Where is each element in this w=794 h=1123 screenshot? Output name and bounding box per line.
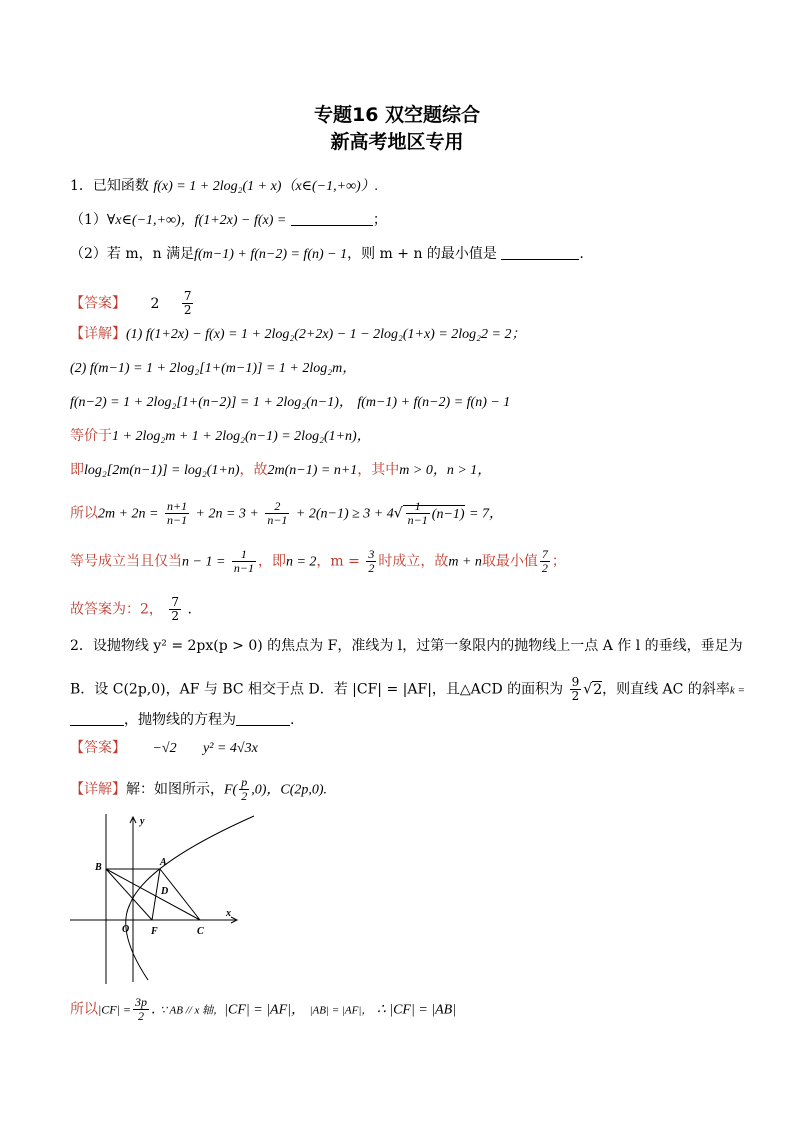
q1-detail-7-c: n = 2 (285, 554, 317, 570)
q1-detail-7-b: ，即 (257, 553, 286, 570)
q1-detail-7-pre: 等号成立当且仅当 (70, 553, 182, 570)
q1-detail-6-b: + 2n = 3 + (195, 506, 259, 522)
q1-part2-blank (501, 245, 579, 260)
q1-detail-6-frac2: $\frac{2}{n-1}$ (267, 499, 288, 527)
q1-part2-end: . (579, 246, 584, 262)
q2-answer-2: y² = 4√3x (203, 741, 258, 756)
q1-detail-8-pre: 故答案为： (70, 601, 140, 618)
q1-detail-2 (70, 358, 356, 379)
q2-line-2: B．设 C(2p,0)，AF 与 BC 相交于点 D．若 |CF| = |AF|，且△ACD 的面积为 $\frac{9}{2}$ √2，则直线 AC 的斜率k = (70, 675, 745, 703)
q2-line-2-frac: $\frac{9}{2}$ (571, 675, 580, 703)
q1-answer (70, 290, 195, 317)
segment-BF (106, 869, 152, 920)
q2-detail-1-F-end: ,0)， (251, 782, 281, 798)
label-D: D (161, 886, 169, 897)
label-A: A (160, 857, 167, 868)
q2-detail-2-c: ∵ AB // x 轴， (159, 1004, 225, 1017)
parabola-figure (68, 812, 258, 984)
q1-part1-blank (291, 211, 373, 226)
q2-detail-2-frac: $\frac{3p}{2}$ (135, 995, 148, 1023)
q1-detail-7-f: m + n (448, 554, 482, 570)
q1-detail-5-formula2: 2m(n−1) = n+1 (267, 463, 358, 478)
q2-line-3 (70, 710, 294, 730)
q1-stem-prefix: 已知函数 (92, 178, 149, 194)
q1-part2-label: （2）若 m，n 满足 (70, 246, 195, 262)
q1-detail-5-pre: 即 (70, 462, 84, 478)
q1-detail-7 (70, 548, 566, 575)
q2-detail-1 (70, 776, 327, 803)
q1-detail-8 (70, 596, 192, 623)
parabola-curve (126, 816, 254, 980)
q1-detail-tag: 【详解】 (70, 326, 126, 342)
q1-detail-7-frac1: $\frac{1}{n-1}$ (233, 547, 254, 575)
label-C: C (197, 926, 204, 937)
q2-detail-2-pre: 所以 (70, 1001, 98, 1018)
q2-line-1-text: 设抛物线 y² = 2px(p > 0) 的焦点为 F，准线为 l，过第一象限内的抛物线上一点 A 作 l 的垂线，垂足为 (92, 638, 743, 654)
q1-part2-formula: f(m−1) + f(n−2) = f(n) − 1 (194, 247, 348, 262)
q2-detail-tag: 【详解】 (70, 781, 126, 798)
q1-part1-text: ∀x∈(−1,+∞)，f(1+2x) − f(x) = (106, 213, 287, 228)
q2-detail-2-b: . (151, 1001, 156, 1018)
q1-detail-8-a: 2， (140, 601, 163, 618)
q1-detail-7-h: ； (551, 553, 566, 570)
label-x: x (226, 908, 231, 919)
q1-stem (70, 176, 378, 197)
q1-detail-4 (70, 426, 371, 447)
q1-number: 1． (70, 178, 93, 194)
q1-stem-formula: f(x) = 1 + 2log₂(1 + x)（x∈(−1,+∞)）. (153, 179, 379, 194)
q1-detail-5 (70, 460, 491, 481)
q1-detail-6-e: = 7， (469, 506, 503, 522)
q1-detail-7-e: 时成立，故 (378, 553, 449, 570)
q2-answer (70, 738, 258, 759)
q2-detail-1-C: C(2p,0). (280, 782, 328, 798)
q1-detail-1-text: (1) f(1+2x) − f(x) = 1 + 2log₂(2+2x) − 1 − 2log₂(1+x) = 2log₂2 = 2； (126, 327, 526, 342)
q2-line-3-period: . (290, 712, 295, 728)
q1-part1-label: （1） (70, 212, 107, 228)
q2-answer-tag: 【答案】 (70, 740, 126, 756)
q1-detail-2-text: (2) f(m−1) = 1 + 2log₂[1+(m−1)] = 1 + 2log₂m， (70, 361, 357, 376)
q1-part2-text: ，则 m + n 的最小值是 (347, 246, 497, 262)
q2-line-2-sqrt: 2 (593, 681, 603, 698)
q1-detail-5-formula3: m > 0，n > 1， (399, 463, 492, 478)
q1-detail-6-a: 2m + 2n = (98, 506, 159, 522)
q2-blank-1 (70, 711, 124, 726)
q1-detail-7-a: n − 1 = (182, 554, 226, 570)
q2-detail-1-F: F( (224, 782, 238, 798)
q2-line-1 (70, 636, 743, 656)
q2-line-3-text: ，抛物线的方程为 (124, 712, 236, 728)
q2-detail-2 (70, 996, 456, 1023)
q1-detail-5-mid: ，故 (239, 462, 268, 478)
q1-detail-3b: f(m−1) + f(n−2) = f(n) − 1 (357, 395, 511, 410)
q1-detail-7-frac3: $\frac{7}{2}$ (541, 547, 548, 575)
q1-detail-3a: f(n−2) = 1 + 2log₂[1+(n−2)] = 1 + 2log₂(n−1)， (70, 395, 353, 410)
q2-blank-2 (236, 711, 290, 726)
q1-detail-7-d: ，m = (316, 553, 360, 570)
q2-line-2-a: B．设 C(2p,0)，AF 与 BC 相交于点 D．若 |CF| = |AF|，且△ACD 的面积为 (70, 681, 564, 698)
label-O: O (122, 924, 130, 935)
q2-detail-2-f: ∴ |CF| = |AB| (376, 1002, 457, 1018)
q2-line-2-b: ，则直线 AC 的斜率 (602, 681, 730, 698)
label-F: F (151, 926, 158, 937)
q1-detail-3 (70, 392, 510, 413)
q1-answer-2: $\frac{7}{2}$ (183, 289, 192, 317)
label-y: y (140, 816, 145, 827)
q1-detail-8-end: . (187, 601, 192, 618)
q2-detail-1-text: 解：如图所示， (126, 781, 224, 798)
q1-answer-tag: 【答案】 (70, 295, 126, 312)
q1-part1 (70, 210, 387, 231)
q1-detail-5-formula: log₂[2m(n−1)] = log₂(1+n) (84, 463, 240, 478)
q2-answer-1: −√2 (152, 741, 177, 756)
q1-part2 (70, 244, 584, 265)
q1-detail-7-frac2: $\frac{3}{2}$ (368, 547, 375, 575)
q1-answer-1: 2 (150, 295, 160, 312)
q1-detail-1 (70, 324, 526, 345)
q1-detail-8-frac: $\frac{7}{2}$ (171, 595, 180, 623)
q1-detail-5-mid2: ，其中 (357, 462, 400, 478)
q1-detail-6-c: + 2(n−1) ≥ 3 + 4 (295, 506, 394, 522)
q1-detail-6-frac1: $\frac{n+1}{n-1}$ (166, 499, 188, 527)
q1-detail-4-text: 等价于 (70, 428, 112, 444)
q1-detail-6-pre: 所以 (70, 505, 98, 522)
title-line-1: 专题16 双空题综合 (313, 104, 481, 126)
q1-detail-6-sqrt: $\frac{1}{n-1}$ (n−1) (403, 505, 465, 522)
q2-line-2-k: k = (729, 684, 745, 697)
q1-part1-end: ； (372, 212, 387, 228)
label-B: B (95, 862, 102, 873)
q2-detail-1-frac: $\frac{p}{2}$ (241, 775, 248, 803)
q2-detail-2-a: |CF| = (98, 1002, 132, 1017)
q1-detail-6: 所以2m + 2n = $\frac{n+1}{n-1}$ + 2n = 3 + $\frac{2}{n-1}$ + 2(n−1) ≥ 3 + 4√ $\frac{1}{n-1}$ (n−1) = 7， (70, 499, 503, 527)
q1-detail-7-g: 取最小值 (481, 553, 538, 570)
title-line-2: 新高考地区专用 (330, 131, 464, 153)
q2-detail-2-e: |AB| = |AF|， (309, 1004, 373, 1017)
q1-detail-4-formula: 1 + 2log₂m + 1 + 2log₂(n−1) = 2log₂(1+n)， (112, 429, 371, 444)
q2-detail-2-d: |CF| = |AF|， (224, 1002, 306, 1018)
q2-number: 2． (70, 638, 93, 654)
